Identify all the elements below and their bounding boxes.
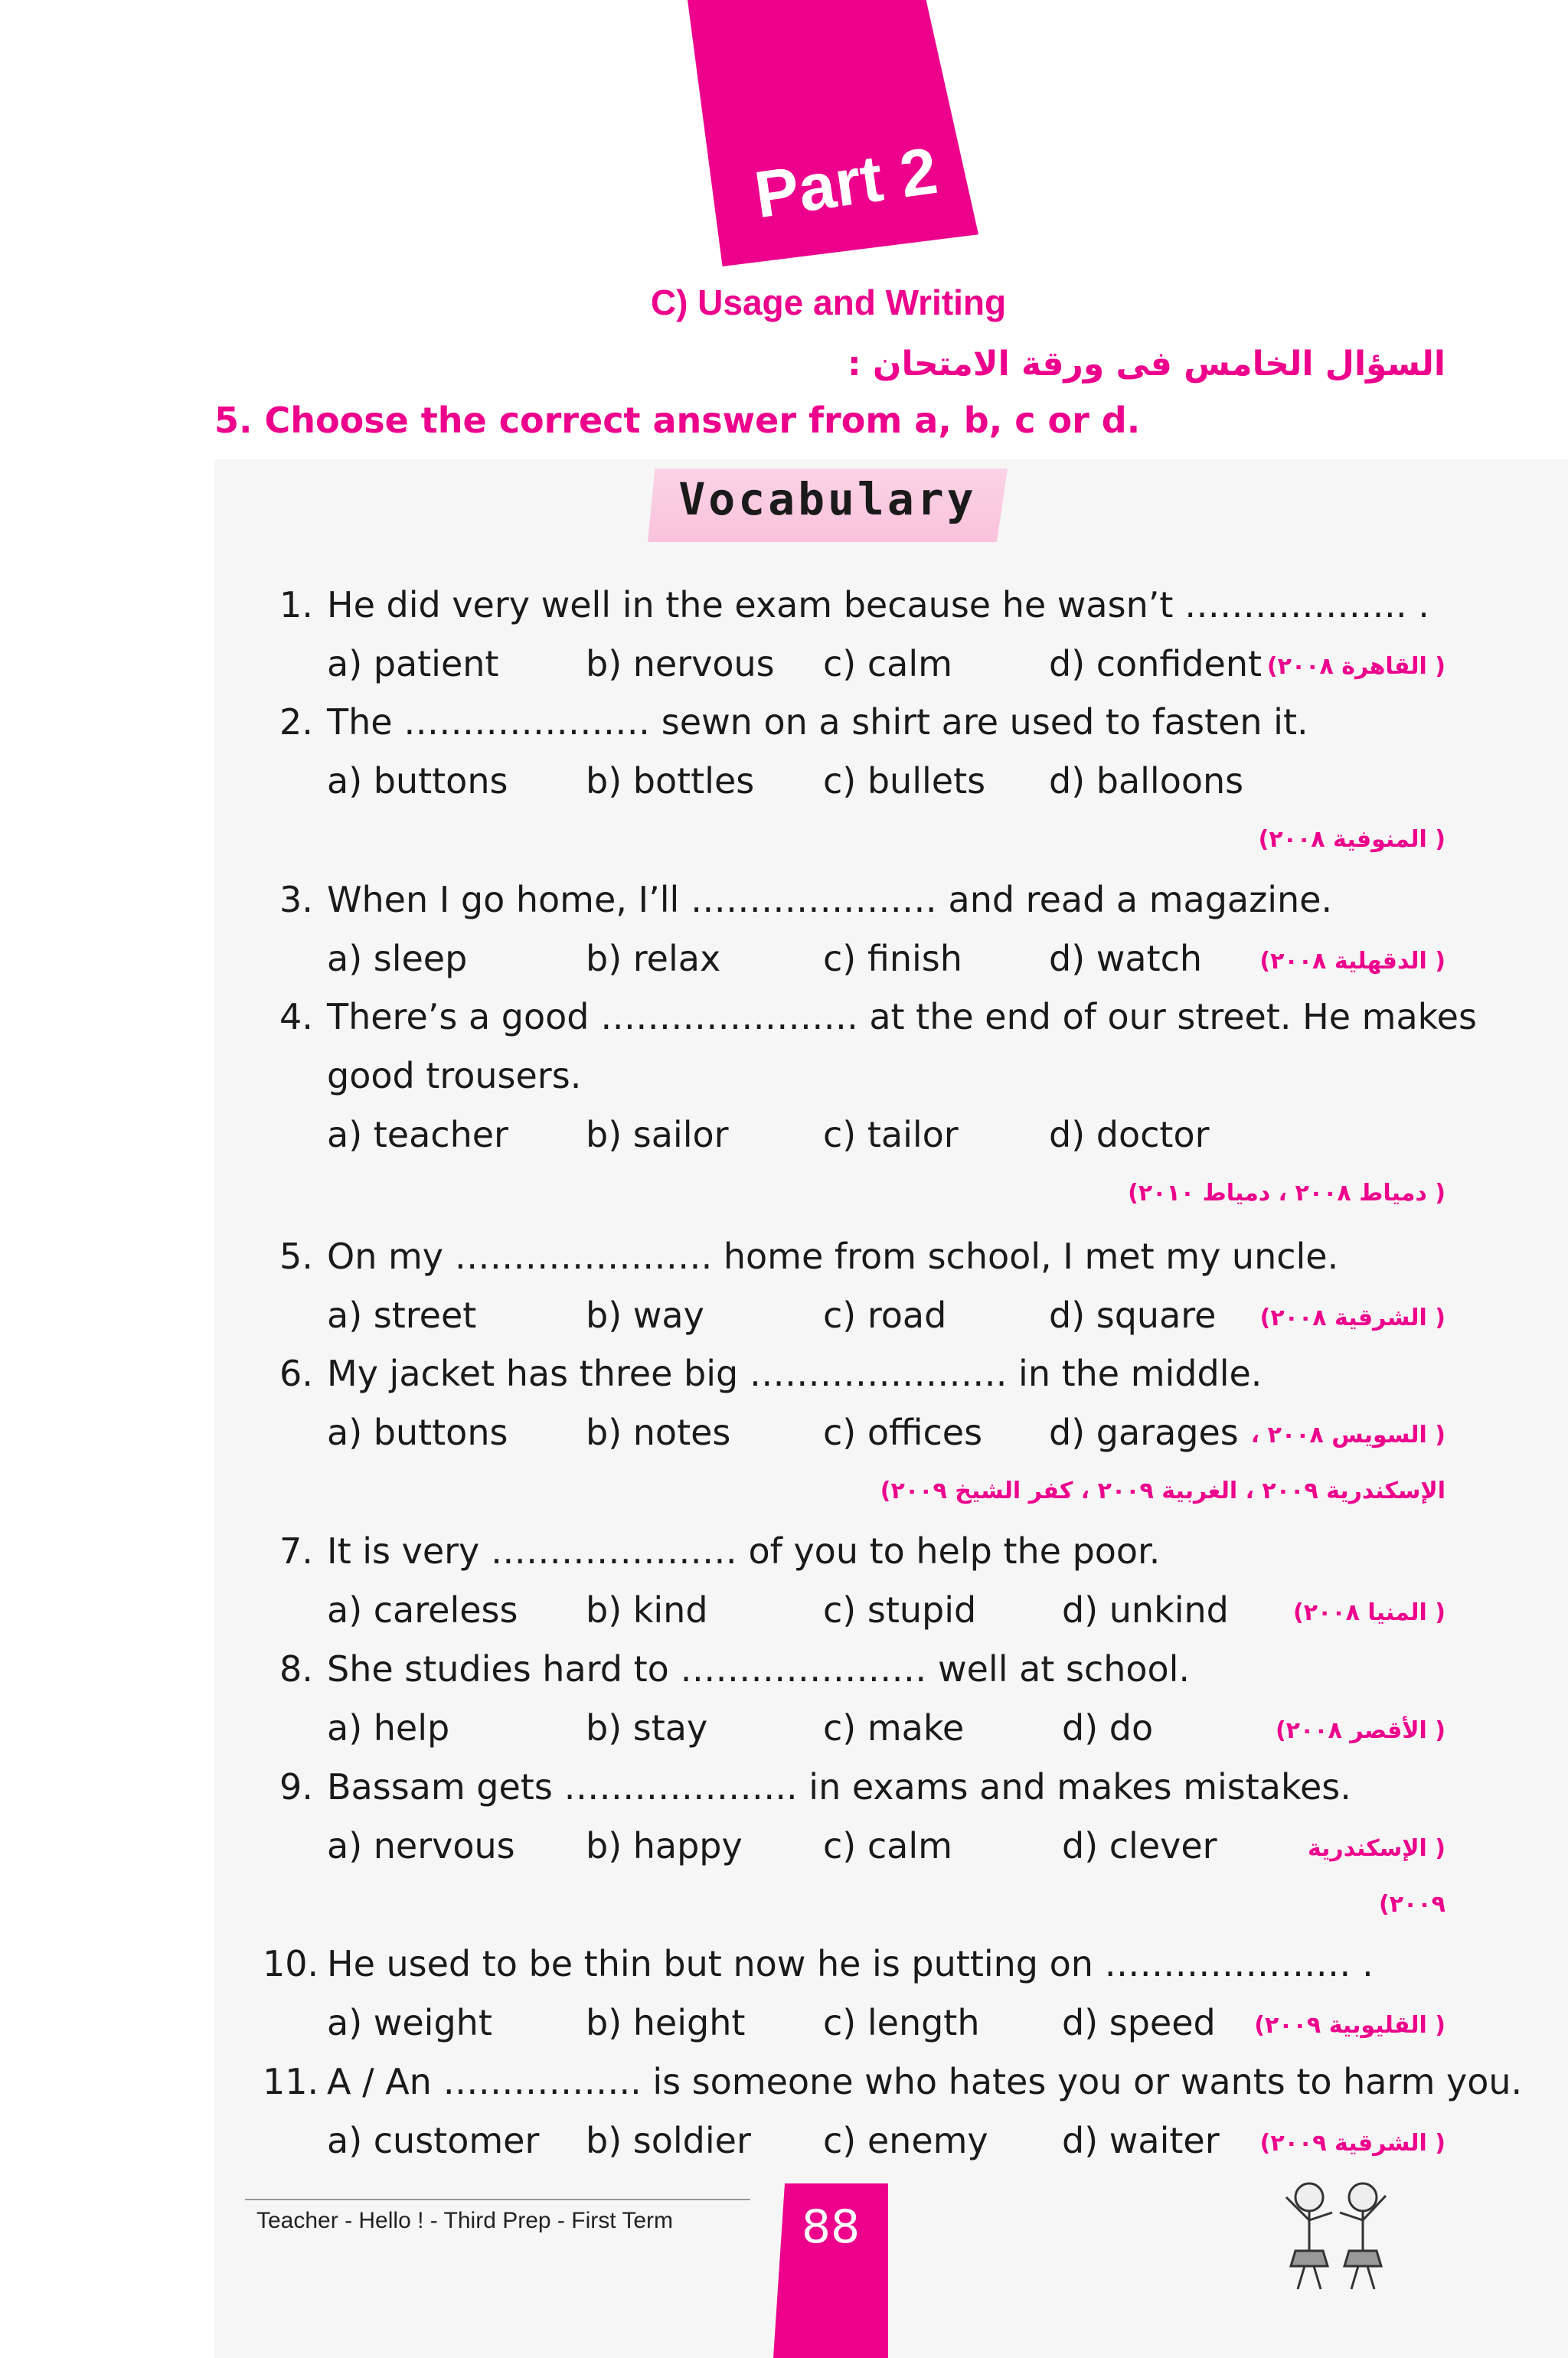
answer-option[interactable]: a) street <box>327 1295 477 1336</box>
answer-option[interactable]: b) stay <box>586 1707 708 1749</box>
question-number: 9. <box>279 1766 313 1808</box>
answer-option[interactable]: b) way <box>586 1295 704 1336</box>
question-stem: He did very well in the exam because he wasn’t ………………. . <box>327 584 1429 625</box>
answer-option[interactable]: a) customer <box>327 2120 540 2161</box>
answer-option[interactable]: a) weight <box>327 2002 492 2043</box>
answer-option[interactable]: b) nervous <box>586 643 775 684</box>
answer-option[interactable]: d) speed <box>1062 2002 1216 2043</box>
question-source: ( القليوبية ٢٠٠٩) <box>1254 2012 1446 2039</box>
question-number: 10. <box>263 1943 319 1984</box>
answer-option[interactable]: c) stupid <box>823 1589 977 1631</box>
question-source: ( السويس ٢٠٠٨ ، <box>1250 1422 1446 1448</box>
answer-option[interactable]: c) length <box>823 2002 980 2043</box>
answer-option[interactable]: a) sleep <box>327 938 468 979</box>
answer-option[interactable]: a) careless <box>327 1589 518 1631</box>
answer-option[interactable]: a) teacher <box>327 1114 508 1155</box>
answer-option[interactable]: b) bottles <box>586 760 755 802</box>
kids-illustration <box>1263 2167 1409 2304</box>
answer-option[interactable]: b) soldier <box>586 2120 751 2161</box>
answer-option[interactable]: c) finish <box>823 938 962 979</box>
question-stem: There’s a good …………………. at the end of our street. He makes <box>327 996 1477 1037</box>
answer-option[interactable]: d) garages <box>1049 1412 1239 1453</box>
question-source: ( الأقصر ٢٠٠٨) <box>1275 1717 1446 1744</box>
answer-option[interactable]: b) happy <box>586 1825 743 1866</box>
answer-option[interactable]: b) kind <box>586 1589 708 1631</box>
question-number: 5. <box>279 1236 313 1277</box>
question-source: ( الشرقية ٢٠٠٨) <box>1259 1305 1446 1331</box>
answer-option[interactable]: a) buttons <box>327 760 508 802</box>
footer-text: Teacher - Hello ! - Third Prep - First Term <box>256 2208 674 2233</box>
answer-option[interactable]: c) tailor <box>823 1114 959 1155</box>
answer-option[interactable]: c) calm <box>823 1825 952 1866</box>
answer-option[interactable]: c) calm <box>823 643 952 684</box>
answer-option[interactable]: d) clever <box>1062 1825 1217 1866</box>
section-heading: C) Usage and Writing <box>650 283 1007 322</box>
answer-option[interactable]: c) enemy <box>823 2120 988 2161</box>
answer-option[interactable]: a) buttons <box>327 1412 508 1453</box>
answer-option[interactable]: d) confident <box>1049 643 1263 684</box>
answer-option[interactable]: b) notes <box>586 1412 731 1453</box>
question-stem: She studies hard to ………………… well at school. <box>327 1648 1191 1690</box>
answer-option[interactable]: c) make <box>823 1707 965 1749</box>
question-stem: When I go home, I’ll ………………… and read a magazine. <box>327 879 1333 920</box>
question-number: 6. <box>279 1353 313 1394</box>
question-number: 11. <box>263 2061 319 2102</box>
question-number: 1. <box>279 584 313 625</box>
question-stem: On my …………………. home from school, I met my uncle. <box>327 1236 1339 1277</box>
answer-option[interactable]: d) balloons <box>1049 760 1244 802</box>
instruction: 5. Choose the correct answer from a, b, c or d. <box>214 400 1141 441</box>
question-source: ( القاهرة ٢٠٠٨) <box>1266 653 1446 680</box>
question-stem: He used to be thin but now he is putting on ………………… . <box>327 1943 1374 1984</box>
question-stem-continued: good trousers. <box>327 1055 582 1096</box>
answer-option[interactable]: b) height <box>586 2002 746 2043</box>
answer-option[interactable]: d) unkind <box>1062 1589 1229 1631</box>
question-source: ( الشرقية ٢٠٠٩) <box>1259 2130 1446 2157</box>
answer-option[interactable]: a) help <box>327 1707 450 1749</box>
question-source: ( المنيا ٢٠٠٨) <box>1293 1599 1446 1626</box>
question-source: ( دمياط ٢٠٠٨ ، دمياط ٢٠١٠) <box>1128 1180 1446 1207</box>
question-stem: It is very ………………… of you to help the poor. <box>327 1530 1161 1572</box>
question-stem: My jacket has three big …………………. in the middle. <box>327 1353 1263 1394</box>
question-source-continued: الإسكندرية ٢٠٠٩ ، الغربية ٢٠٠٩ ، كفر الشيخ ٢٠٠٩) <box>880 1478 1446 1504</box>
answer-option[interactable]: d) square <box>1049 1295 1217 1336</box>
answer-option[interactable]: b) relax <box>586 938 721 979</box>
question-source: ( المنوفية ٢٠٠٨) <box>1258 826 1446 853</box>
question-source-continued: ٢٠٠٩) <box>1379 1891 1446 1918</box>
answer-option[interactable]: d) watch <box>1049 938 1203 979</box>
page-number: 88 <box>801 2200 861 2254</box>
part-title: Part 2 <box>750 133 942 233</box>
vocabulary-label: Vocabulary <box>678 473 977 525</box>
question-stem: Bassam gets ……………….. in exams and makes mistakes. <box>327 1766 1351 1808</box>
answer-option[interactable]: d) do <box>1062 1707 1154 1749</box>
question-number: 7. <box>279 1530 313 1572</box>
question-source: ( الدقهلية ٢٠٠٨) <box>1259 948 1446 975</box>
answer-option[interactable]: c) road <box>823 1295 947 1336</box>
footer-divider <box>245 2199 750 2200</box>
question-number: 8. <box>279 1648 313 1690</box>
question-number: 3. <box>279 879 313 920</box>
answer-option[interactable]: c) bullets <box>823 760 986 802</box>
answer-option[interactable]: a) patient <box>327 643 499 684</box>
answer-option[interactable]: d) doctor <box>1049 1114 1210 1155</box>
question-stem: The ………………… sewn on a shirt are used to fasten it. <box>327 701 1308 743</box>
answer-option[interactable]: d) waiter <box>1062 2120 1220 2161</box>
question-number: 4. <box>279 996 313 1037</box>
arabic-heading: السؤال الخامس فى ورقة الامتحان : <box>847 345 1446 384</box>
answer-option[interactable]: c) offices <box>823 1412 983 1453</box>
question-number: 2. <box>279 701 313 743</box>
answer-option[interactable]: a) nervous <box>327 1825 515 1866</box>
answer-option[interactable]: b) sailor <box>586 1114 729 1155</box>
question-stem: A / An …………….. is someone who hates you or wants to harm you. <box>327 2061 1523 2102</box>
question-source: ( الإسكندرية <box>1307 1835 1446 1862</box>
